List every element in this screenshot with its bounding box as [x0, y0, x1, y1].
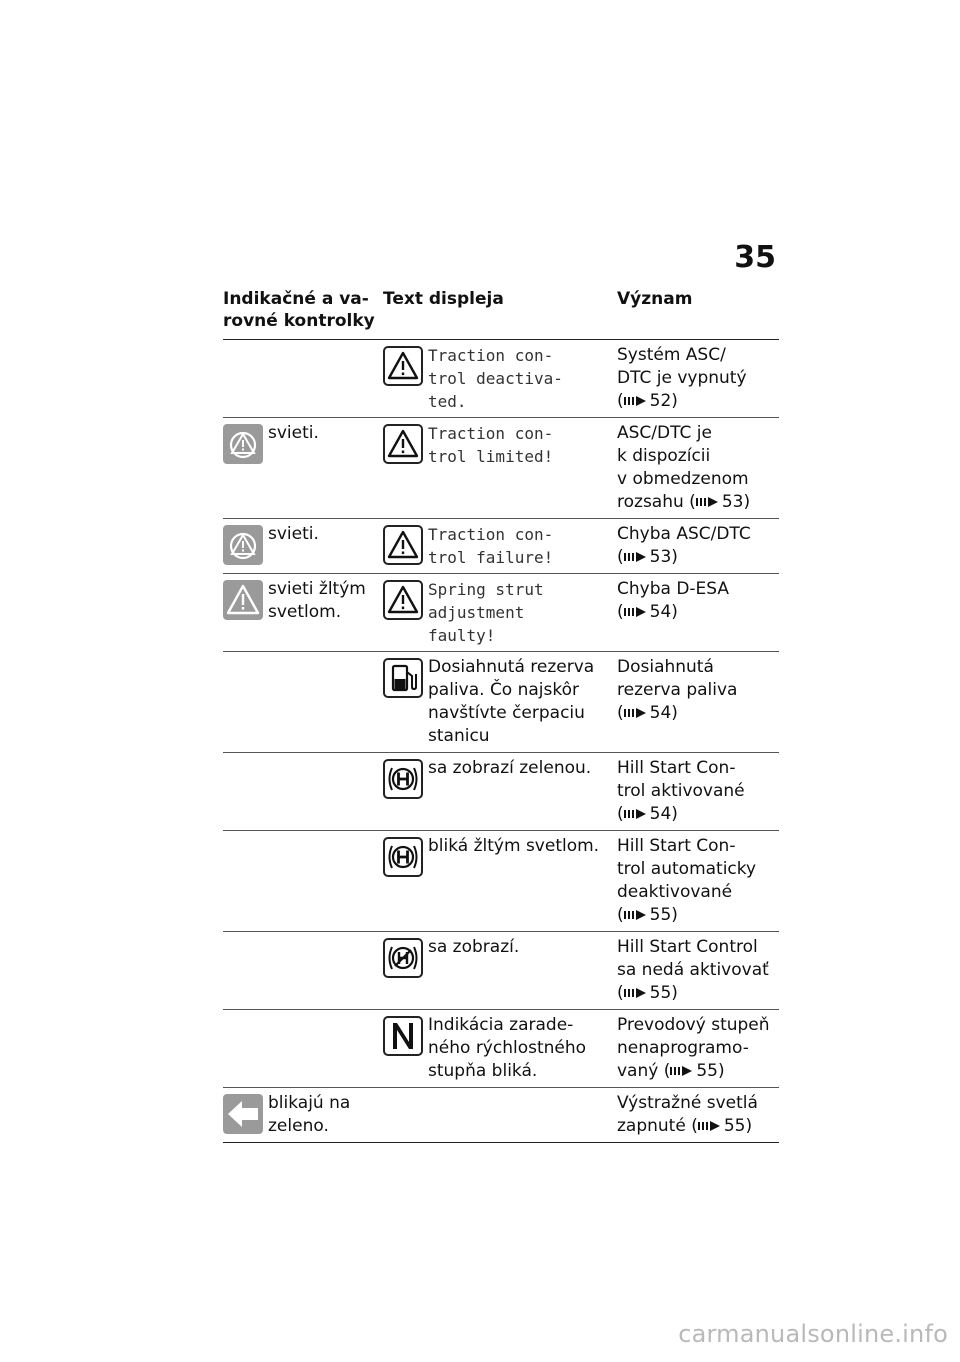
neutral-gear-icon: [383, 1016, 423, 1056]
page-ref-arrow-icon: [624, 987, 648, 999]
hill-hold-off-icon: [383, 938, 423, 978]
display-text: Dosiahnutá rezerva paliva. Čo najskôr navštívte čerpaciu stanicu: [428, 657, 595, 746]
display-text: Traction con- trol failure!: [428, 525, 554, 567]
indicator-cell: [223, 1092, 383, 1138]
meaning-cell: [617, 835, 779, 927]
page-ref-link[interactable]: [624, 703, 648, 723]
display-cell: [383, 835, 617, 927]
table-row: [223, 753, 779, 831]
indicator-cell: [223, 656, 383, 748]
warning-triangle-icon: [383, 424, 423, 464]
display-text: Spring strut adjustment faulty!: [428, 580, 544, 645]
table-row: [223, 574, 779, 652]
hill-hold-icon: [383, 759, 423, 799]
meaning-text: Hill Start Con- trol automaticky deaktivované (: [617, 836, 757, 925]
page-ref-link[interactable]: [624, 391, 648, 411]
page-ref-arrow-icon: [624, 551, 648, 563]
display-cell: [383, 656, 617, 748]
meaning-text: Systém ASC/ DTC je vypnutý (: [617, 345, 747, 411]
table-row: [223, 1088, 779, 1143]
warning-triangle-icon: [383, 580, 423, 620]
page-ref-arrow-icon: [624, 808, 648, 820]
display-text: Traction con- trol limited!: [428, 424, 554, 466]
display-cell: [383, 344, 617, 413]
display-text: Traction con- trol deactiva- ted.: [428, 346, 563, 411]
indicator-text: svieti.: [268, 524, 319, 544]
display-cell: [383, 757, 617, 826]
display-text: sa zobrazí zelenou.: [428, 758, 592, 778]
page-ref-arrow-icon: [624, 606, 648, 618]
page-ref-arrow-icon: [624, 909, 648, 921]
indicator-cell: [223, 523, 383, 569]
indicator-cell: [223, 757, 383, 826]
indicator-table: [223, 288, 779, 1143]
page-ref-link[interactable]: [624, 905, 648, 925]
table-row: [223, 932, 779, 1010]
page-ref-link[interactable]: [670, 1061, 694, 1081]
turn-signal-left-icon: [223, 1094, 263, 1134]
meaning-cell: [617, 422, 779, 514]
page-ref-number[interactable]: 53): [649, 547, 678, 567]
meaning-cell: [617, 1092, 779, 1138]
table-row: [223, 652, 779, 753]
indicator-cell: [223, 344, 383, 413]
indicator-cell: [223, 422, 383, 514]
indicator-text: svieti.: [268, 423, 319, 443]
display-cell: [383, 1092, 617, 1138]
page-ref-number[interactable]: 52): [649, 391, 678, 411]
display-cell: [383, 422, 617, 514]
meaning-text: Výstražné svetlá zapnuté (: [617, 1093, 758, 1136]
table-row: [223, 340, 779, 418]
meaning-cell: [617, 523, 779, 569]
traction-warning-icon: [223, 424, 263, 464]
traction-warning-icon: [223, 525, 263, 565]
header-display: Text displeja: [383, 289, 504, 309]
header-meaning: Význam: [617, 289, 693, 309]
meaning-text: Chyba D-ESA (: [617, 579, 730, 622]
indicator-cell: [223, 936, 383, 1005]
meaning-text: Chyba ASC/DTC (: [617, 524, 751, 567]
fuel-pump-icon: [383, 658, 423, 698]
page-ref-number[interactable]: 54): [649, 602, 678, 622]
table-body: [223, 340, 779, 1143]
table-row: [223, 418, 779, 519]
table-row: [223, 1010, 779, 1088]
indicator-cell: [223, 1014, 383, 1083]
page-number: 35: [734, 240, 776, 275]
warning-triangle-icon: [383, 525, 423, 565]
display-cell: [383, 578, 617, 647]
indicator-cell: [223, 578, 383, 647]
page-ref-number[interactable]: 54): [649, 703, 678, 723]
page-ref-link[interactable]: [624, 547, 648, 567]
meaning-text: Hill Start Con- trol aktivované (: [617, 758, 745, 824]
warning-triangle-icon: [383, 346, 423, 386]
meaning-cell: [617, 936, 779, 1005]
meaning-text: Prevodový stupeň nenaprogramo- vaný (: [617, 1015, 770, 1081]
page-ref-link[interactable]: [624, 983, 648, 1003]
indicator-text: svieti žltým svetlom.: [268, 579, 366, 622]
page-ref-arrow-icon: [696, 496, 720, 508]
hill-hold-icon: [383, 837, 423, 877]
page-ref-arrow-icon: [624, 707, 648, 719]
page-ref-number[interactable]: 55): [696, 1061, 725, 1081]
table-header: [223, 288, 779, 340]
page-ref-number[interactable]: 55): [649, 983, 678, 1003]
page-ref-number[interactable]: 54): [649, 804, 678, 824]
meaning-text: ASC/DTC je k dispozícii v obmedzenom rozsahu (: [617, 423, 749, 512]
page-ref-arrow-icon: [698, 1120, 722, 1132]
page-ref-link[interactable]: [696, 492, 720, 512]
page-ref-number[interactable]: 55): [649, 905, 678, 925]
meaning-cell: [617, 578, 779, 647]
table-row: [223, 519, 779, 574]
page-ref-arrow-icon: [670, 1065, 694, 1077]
meaning-cell: [617, 1014, 779, 1083]
table-row: [223, 831, 779, 932]
meaning-cell: [617, 757, 779, 826]
meaning-text: Hill Start Control sa nedá aktivovať (: [617, 937, 769, 1003]
display-cell: [383, 523, 617, 569]
page-ref-number[interactable]: 53): [721, 492, 751, 512]
display-cell: [383, 1014, 617, 1083]
indicator-text: blikajú na zeleno.: [268, 1093, 351, 1136]
page-ref-link[interactable]: [624, 804, 648, 824]
display-text: Indikácia zarade- ného rýchlostného stupňa bliká.: [428, 1015, 587, 1081]
page-ref-link[interactable]: [624, 602, 648, 622]
meaning-cell: [617, 656, 779, 748]
display-text: sa zobrazí.: [428, 937, 520, 957]
page-ref-link[interactable]: [698, 1116, 722, 1136]
page-ref-arrow-icon: [624, 395, 648, 407]
display-cell: [383, 936, 617, 1005]
general-warning-icon: [223, 580, 263, 620]
display-text: bliká žltým svetlom.: [428, 836, 600, 856]
meaning-cell: [617, 344, 779, 413]
meaning-text: Dosiahnutá rezerva paliva (: [617, 657, 738, 723]
indicator-cell: [223, 835, 383, 927]
header-indicator: Indikačné a va- rovné kontrolky: [223, 289, 375, 331]
page-ref-number[interactable]: 55): [723, 1116, 753, 1136]
watermark: carmanualsonline.info: [678, 1320, 948, 1348]
